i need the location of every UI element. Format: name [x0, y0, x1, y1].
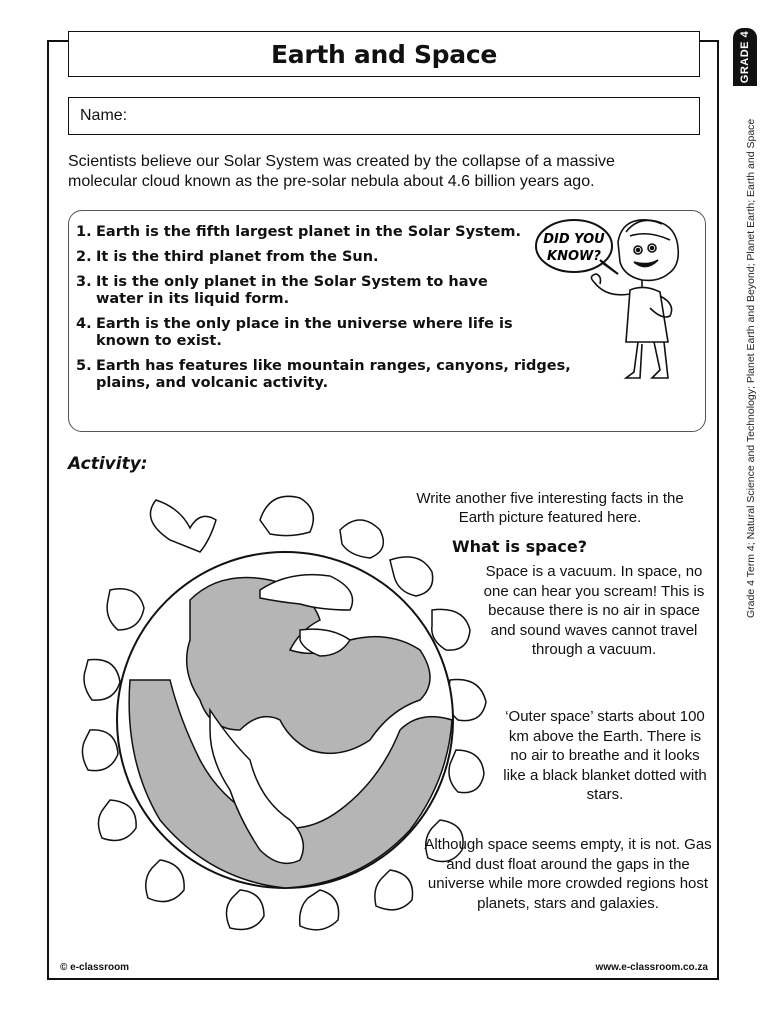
space-paragraph-2: ‘Outer space’ starts about 100 km above the Earth. There is no air to breathe and it looks like a black blanket dotted with stars.: [503, 708, 707, 803]
intro-paragraph: Scientists believe our Solar System was created by the collapse of a massive molecular cloud known as the pre-solar nebula about 4.6 billion years ago.: [68, 153, 615, 190]
activity-instructions: Write another five interesting facts in the Earth picture featured here.: [416, 490, 684, 526]
space-paragraph-1: Space is a vacuum. In space, no one can hear you scream! This is because there is no air in space and sound waves cannot travel through a vacuum.: [483, 563, 705, 658]
grade-tab-label: GRADE 4: [739, 30, 751, 84]
page-title: Earth and Space: [270, 39, 498, 69]
grade-tab: [733, 28, 757, 86]
fact-item: 5. Earth has features like mountain ranges, canyons, ridges, plains, and volcanic activity.: [76, 358, 571, 391]
space-heading: What is space?: [452, 537, 588, 556]
fact-item: 3. It is the only planet in the Solar System to have water in its liquid form.: [76, 274, 488, 307]
facts-list: [76, 224, 576, 400]
fact-item: 1. Earth is the fifth largest planet in the Solar System.: [76, 224, 522, 240]
name-label: Name:: [80, 107, 128, 124]
speech-bubble: [536, 220, 618, 274]
title-box: [68, 31, 700, 77]
curriculum-side-text: Grade 4 Term 4; Natural Science and Technology; Planet Earth and Beyond; Planet Earth; Earth and Space: [745, 118, 757, 618]
name-field[interactable]: [68, 97, 700, 135]
did-you-know-line1: DID YOU: [543, 232, 605, 247]
fact-item: 4. Earth is the only place in the universe where life is known to exist.: [76, 316, 513, 349]
globe: [117, 552, 453, 888]
activity-heading: Activity:: [68, 454, 148, 474]
did-you-know-illustration: [530, 212, 700, 392]
space-paragraph-3: Although space seems empty, it is not. Gas and dust float around the gaps in the universe while more crowded regions host planets, stars and galaxies.: [424, 836, 712, 912]
fact-item: 2. It is the third planet from the Sun.: [76, 249, 379, 265]
did-you-know-line2: KNOW?: [547, 249, 601, 264]
footer-copyright: © e-classroom: [60, 962, 130, 973]
footer-website: www.e-classroom.co.za: [595, 962, 708, 973]
